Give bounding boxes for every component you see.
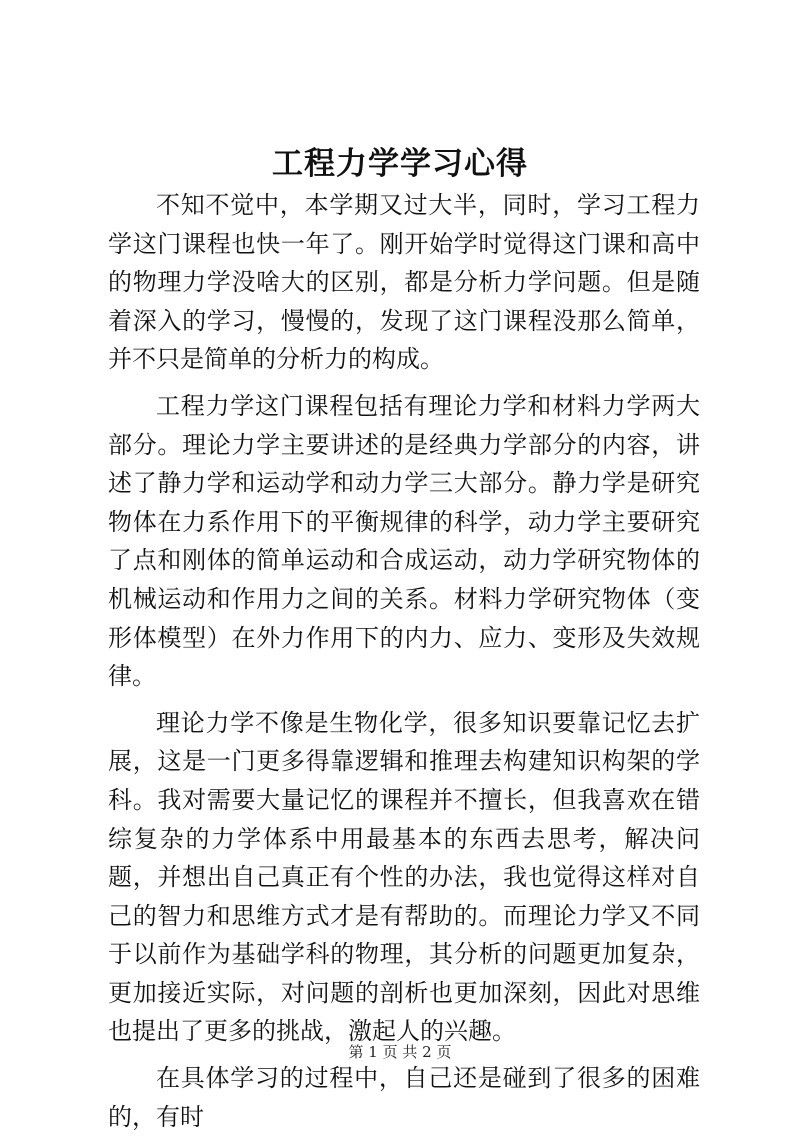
paragraph-3: 理论力学不像是生物化学，很多知识要靠记忆去扩展，这是一门更多得靠逻辑和推理去构建知识构架的学科。我对需要大量记忆的课程并不擅长，但我喜欢在错综复杂的力学体系中用最基本的东西去思考，解决问题，并想出自己真正有个性的办法，我也觉得这样对自己的智力和思维方式才是有帮助的。而理论力学又不同于以前作为基础学科的物理，其分析的问题更加复杂，更加接近实际，对问题的剖析也更加深刻，因此对思维也提出了更多的挑战，激起人的兴趣。 [108,708,700,1046]
page-title: 工程力学学习心得 [272,146,528,182]
paragraph-4: 在具体学习的过程中，自己还是碰到了很多的困难的，有时 [108,1064,700,1131]
page-footer: 第 1 页 共 2 页 [348,1043,452,1061]
paragraph-2: 工程力学这门课程包括有理论力学和材料力学两大部分。理论力学主要讲述的是经典力学部分的内容，讲述了静力学和运动学和动力学三大部分。静力学是研究物体在力系作用下的平衡规律的科学，动力学主要研究了点和刚体的简单运动和合成运动，动力学研究物体的机械运动和作用力之间的关系。材料力学研究物体（变形体模型）在外力作用下的内力、应力、变形及失效规律。 [108,391,700,691]
document-body [108,186,700,1136]
paragraph-1: 不知不觉中，本学期又过大半，同时，学习工程力学这门课程也快一年了。刚开始学时觉得这门课和高中的物理力学没啥大的区别，都是分析力学问题。但是随着深入的学习，慢慢的，发现了这门课程没那么简单，并不只是简单的分析力的构成。 [108,191,700,374]
